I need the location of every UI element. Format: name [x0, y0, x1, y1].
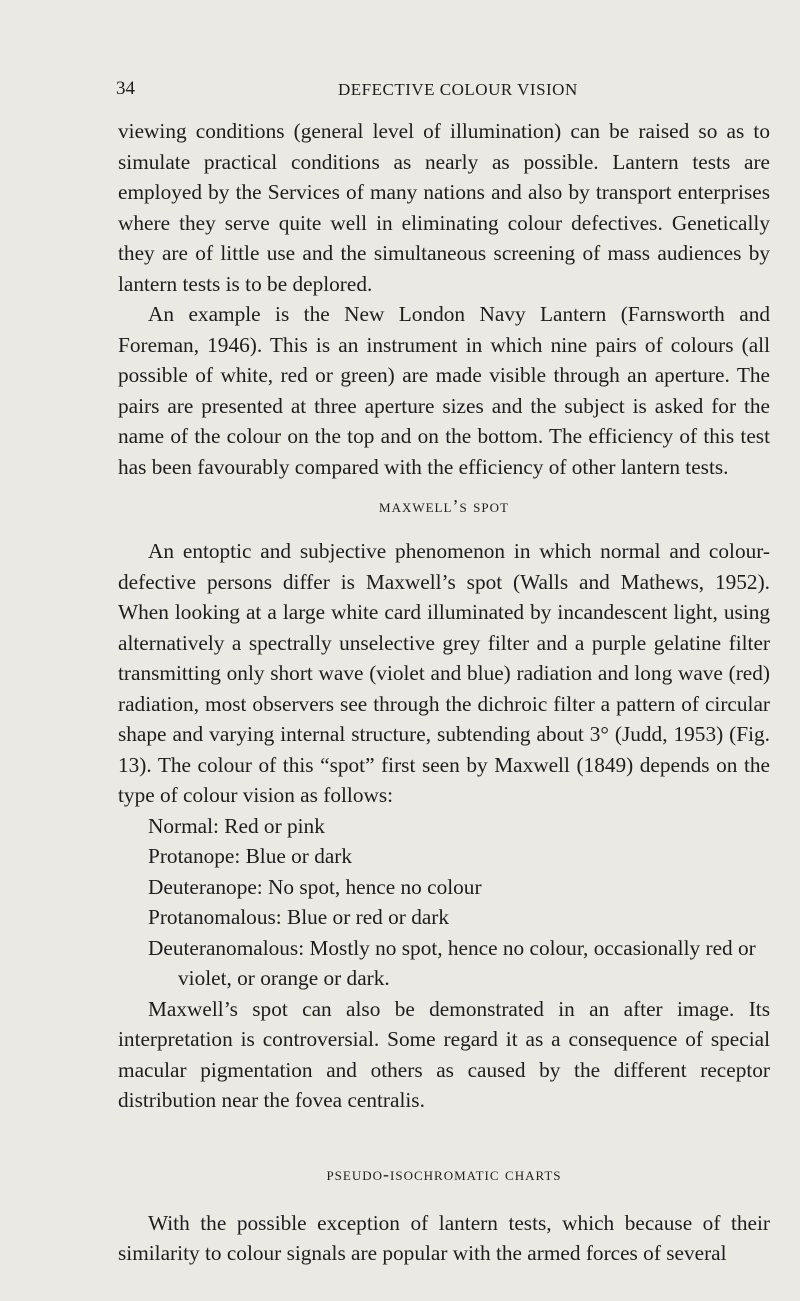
list-item-deuteranomalous: Deuteranomalous: Mostly no spot, hence no colour, occasionally red or violet, or orange or dark.: [148, 935, 756, 990]
paragraph-maxwell-intro: An entoptic and subjective phenomenon in which normal and colour-defective persons differ is Maxwell’s spot (Walls and Mathews, 1952). When looking at a large white card illuminated by incandescent light, using alternatively a spectrally unselective grey filter and a purple gelatine filter transmitting only short wave (violet and blue) radiation and long wave (red) radiation, most observers see through the dichroic filter a pattern of circular shape and varying internal structure, subtending about 3° (Judd, 1953) (Fig. 13). The colour of this “spot” first seen by Maxwell (1849) depends on the type of colour vision as follows:: [118, 539, 770, 807]
colour-vision-type-list: [118, 811, 770, 994]
list-item-protanope: Protanope: Blue or dark: [148, 844, 353, 868]
list-item-normal: Normal: Red or pink: [148, 813, 325, 838]
paragraph-maxwell-after-image: Maxwell’s spot can also be demonstrated in an after image. Its interpretation is controversial. Some regard it as a consequence of special macular pigmentation and others as caused by the different receptor distribution near the fovea centralis.: [118, 996, 770, 1112]
paragraph-navy-lantern: An example is the New London Navy Lantern (Farnsworth and Foreman, 1946). This is an instrument in which nine pairs of colours (all possible of white, red or green) are made visible through an aperture. The pairs are presented at three aperture sizes and the subject is asked for the name of the colour on the top and on the bottom. The efficiency of this test has been favourably compared with the efficiency of other lantern tests.: [118, 302, 770, 479]
body-text: [118, 116, 770, 1269]
running-title: DEFECTIVE COLOUR VISION: [338, 80, 578, 99]
paragraph-pseudo-intro: With the possible exception of lantern tests, which because of their similarity to colour signals are popular with the armed forces of several: [118, 1210, 770, 1265]
list-item-deuteranope: Deuteranope: No spot, hence no colour: [148, 874, 482, 899]
list-item-protanomalous: Protanomalous: Blue or red or dark: [148, 905, 450, 929]
running-head: [116, 78, 742, 102]
section-heading-maxwell-spot: maxwell’s spot: [379, 496, 509, 516]
page-number: 34: [116, 78, 135, 99]
paragraph-intro: viewing conditions (general level of illumination) can be raised so as to simulate practical conditions as nearly as possible. Lantern tests are employed by the Services of many nations and also by transport enterprises where they serve quite well in eliminating colour defectives. Genetically they are of little use and the simultaneous screening of mass audiences by lantern tests is to be deplored.: [118, 119, 770, 296]
section-heading-pseudo-isochromatic: pseudo-isochromatic charts: [326, 1163, 562, 1184]
